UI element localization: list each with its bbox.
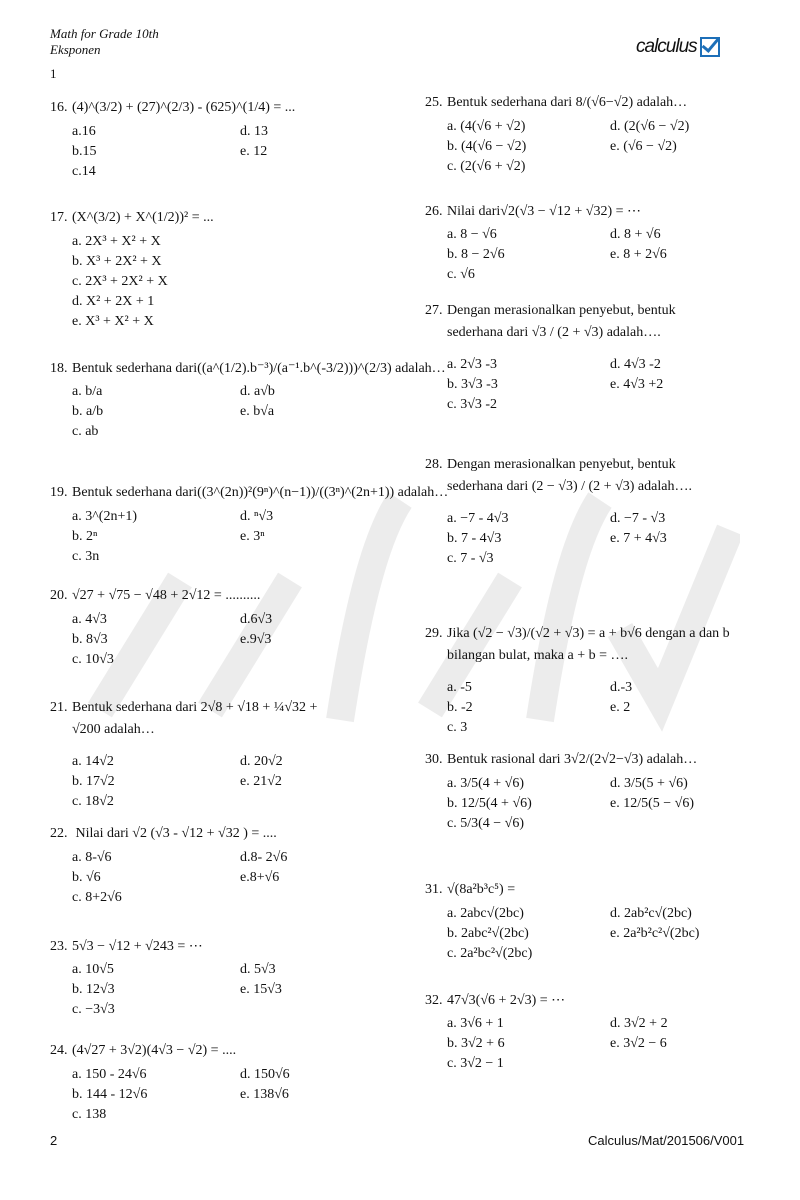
answer-option[interactable]: c. 7 - √3 [447,551,494,566]
answer-option[interactable]: c. 2X³ + 2X² + X [72,274,168,289]
question-stem [425,95,687,111]
question-text: Nilai dari√2(√3 − √12 + √32) = ⋯ [447,204,642,219]
answer-option[interactable]: c. 8+2√6 [72,890,122,905]
question-text: Bentuk sederhana dari((a^(1/2).b⁻³)/(a⁻¹.b^(-3/2)))^(2/3) adalah… [72,361,446,376]
question-text: 5√3 − √12 + √243 = ⋯ [72,939,203,954]
answer-option[interactable]: e. b√a [240,404,275,419]
question-number: 23. [50,939,68,954]
answer-option[interactable]: b. 3√2 + 6 [447,1036,505,1051]
question-29 [425,626,730,735]
answer-option[interactable]: c. 3√2 − 1 [447,1056,504,1071]
question-number: 31. [425,882,443,897]
question-text: (4)^(3/2) + (27)^(2/3) - (625)^(1/4) = ... [72,100,296,115]
question-23 [50,938,282,1017]
question-text: Bentuk rasional dari 3√2/(2√2−√3) adalah… [447,752,698,767]
answer-option[interactable]: a. 3^(2n+1) [72,509,138,524]
question-stem [50,210,214,226]
question-text-continued: sederhana dari (2 − √3) / (2 + √3) adalah…. [447,479,692,494]
question-number: 29. [425,626,443,641]
answer-option[interactable]: a. −7 - 4√3 [447,511,509,526]
answer-option[interactable]: a. 2X³ + X² + X [72,234,161,249]
question-stem [50,826,277,842]
question-number: 24. [50,1043,68,1058]
answer-option[interactable]: e. (√6 − √2) [610,139,677,154]
question-text: 47√3(√6 + 2√3) = ⋯ [447,993,566,1008]
question-number: 32. [425,993,443,1008]
question-text: Dengan merasionalkan penyebut, bentuk [447,303,676,318]
answer-option[interactable]: d. 3√2 + 2 [610,1016,668,1031]
book-title: Math for Grade 10th [50,26,159,41]
answer-option[interactable]: e. 21√2 [240,774,282,789]
question-22 [50,826,288,905]
answer-option[interactable]: c. 2a²bc²√(2bc) [447,946,533,961]
question-text: Bentuk sederhana dari 2√8 + √18 + ¼√32 + [72,700,318,715]
question-number: 17. [50,210,68,225]
answer-option[interactable]: b.15 [72,144,97,159]
question-24 [50,1043,290,1122]
answer-option[interactable]: a. 8-√6 [72,850,112,865]
answer-option[interactable]: d.-3 [610,680,633,695]
answer-option[interactable]: d. 3/5(5 + √6) [610,776,688,791]
answer-option[interactable]: d.6√3 [240,612,273,627]
answer-option[interactable]: a. 3√6 + 1 [447,1016,504,1031]
answer-option[interactable]: e. 2a²b²c²√(2bc) [610,926,700,941]
answer-option[interactable]: d. X² + 2X + 1 [72,294,155,309]
answer-option[interactable]: a. 150 - 24√6 [72,1067,147,1082]
question-stem [425,992,565,1009]
question-text-continued: bilangan bulat, maka a + b = …. [447,648,629,663]
question-stem [425,752,697,768]
question-number: 26. [425,204,443,219]
answer-option[interactable]: d. ⁿ√3 [240,509,274,524]
question-stem [50,100,295,116]
calculus-logo [636,32,736,62]
answer-option[interactable]: c. 3n [72,549,100,564]
question-text: Nilai dari √2 (√3 - √12 + √32 ) = .... [72,826,277,841]
answer-option[interactable]: a. 8 − √6 [447,227,497,242]
answer-option[interactable]: a. b/a [72,384,103,399]
answer-option[interactable]: d.8- 2√6 [240,850,288,865]
answer-option[interactable]: c. 3√3 -2 [447,397,498,412]
answer-option[interactable]: b. 2abc²√(2bc) [447,926,529,941]
answer-option[interactable]: e. 3√2 − 6 [610,1036,667,1051]
question-number: 19. [50,485,68,500]
page-top-number: 1 [50,66,57,81]
answer-option[interactable]: b. -2 [447,700,473,715]
answer-option[interactable]: e.8+√6 [240,870,280,885]
question-17 [50,210,214,329]
answer-option[interactable]: a. 14√2 [72,754,114,769]
answer-option[interactable]: a. 10√5 [72,962,114,977]
question-stem [425,303,676,319]
question-number: 18. [50,361,68,376]
question-16 [50,100,296,179]
question-28 [425,457,692,566]
question-stem [50,485,448,501]
question-number: 25. [425,95,443,110]
question-number: 28. [425,457,443,472]
answer-option[interactable]: d. 2ab²c√(2bc) [610,906,692,921]
question-text: √27 + √75 − √48 + 2√12 = .......... [72,588,261,603]
chapter-title: Eksponen [50,42,101,57]
document-code: Calculus/Mat/201506/V001 [588,1133,745,1148]
question-19 [50,485,449,564]
answer-option[interactable]: b. 8√3 [72,632,108,647]
answer-option[interactable]: a. (4(√6 + √2) [447,119,526,134]
answer-option[interactable]: d. 8 + √6 [610,227,661,242]
answer-option[interactable]: e. 12 [240,144,268,159]
question-32 [425,992,668,1071]
answer-option[interactable]: d. 5√3 [240,962,276,977]
answer-option[interactable]: e.9√3 [240,632,272,647]
checkmark-icon [700,37,720,57]
answer-option[interactable]: e. X³ + X² + X [72,314,154,329]
answer-option[interactable]: d. 20√2 [240,754,283,769]
answer-option[interactable]: d. 4√3 -2 [610,357,661,372]
question-text: √(8a²b³c⁵) = [447,882,516,897]
question-stem [50,700,317,716]
question-20 [50,588,273,667]
question-stem [425,457,692,473]
answer-option[interactable]: c. 3 [447,720,468,735]
answer-option[interactable]: a. 3/5(4 + √6) [447,776,525,791]
question-text: (4√27 + 3√2)(4√3 − √2) = .... [72,1043,237,1058]
answer-option[interactable]: e. 2 [610,700,631,715]
answer-option[interactable]: b. √6 [72,870,101,885]
question-text-continued: sederhana dari √3 / (2 + √3) adalah…. [447,325,661,340]
answer-option[interactable]: b. X³ + 2X² + X [72,254,162,269]
answer-option[interactable]: c. √6 [447,267,475,282]
answer-option[interactable]: c. (2(√6 + √2) [447,159,526,174]
question-stem [50,360,446,377]
answer-option[interactable]: e. 4√3 +2 [610,377,664,392]
question-text: Dengan merasionalkan penyebut, bentuk [447,457,676,472]
answer-option[interactable]: b. 7 - 4√3 [447,531,502,546]
answer-option[interactable]: a.16 [72,124,96,139]
question-stem [50,588,260,604]
answer-option[interactable]: e. 7 + 4√3 [610,531,667,546]
answer-option[interactable]: e. 138√6 [240,1087,289,1102]
answer-option[interactable]: b. 12√3 [72,982,115,997]
answer-option[interactable]: d. a√b [240,384,275,399]
logo-text: calculus [636,36,697,57]
answer-option[interactable]: b. (4(√6 − √2) [447,139,527,154]
answer-option[interactable]: d. 13 [240,124,268,139]
answer-option[interactable]: c. 138 [72,1107,107,1122]
answer-option[interactable]: a. 4√3 [72,612,107,627]
question-21 [50,700,318,809]
answer-option[interactable]: c. 10√3 [72,652,114,667]
question-stem [50,1043,236,1059]
question-26 [425,203,667,282]
question-stem [425,882,515,898]
question-25 [425,95,690,174]
answer-option[interactable]: c.14 [72,164,96,179]
answer-option[interactable]: b. 8 − 2√6 [447,247,505,262]
question-stem [50,938,203,955]
question-number: 22. [50,826,68,841]
answer-option[interactable]: c. 18√2 [72,794,114,809]
question-text-continued: √200 adalah… [72,722,155,737]
question-number: 20. [50,588,68,603]
question-stem [425,626,730,642]
answer-option[interactable]: c. −3√3 [72,1002,115,1017]
question-text: Bentuk sederhana dari 8/(√6−√2) adalah… [447,95,688,110]
answer-option[interactable]: b. 12/5(4 + √6) [447,796,532,811]
answer-option[interactable]: b. 17√2 [72,774,115,789]
question-number: 16. [50,100,68,115]
answer-option[interactable]: e. 15√3 [240,982,282,997]
question-number: 27. [425,303,443,318]
question-number: 30. [425,752,443,767]
answer-option[interactable]: d. −7 - √3 [610,511,666,526]
answer-option[interactable]: d. 150√6 [240,1067,290,1082]
answer-option[interactable]: c. 5/3(4 − √6) [447,816,525,831]
question-text: (X^(3/2) + X^(1/2))² = ... [72,210,214,225]
answer-option[interactable]: e. 8 + 2√6 [610,247,667,262]
answer-option[interactable]: b. 3√3 -3 [447,377,498,392]
answer-option[interactable]: a. 2√3 -3 [447,357,498,372]
answer-option[interactable]: e. 3ⁿ [240,529,265,544]
answer-option[interactable]: d. (2(√6 − √2) [610,119,690,134]
answer-option[interactable]: b. a/b [72,404,104,419]
question-30 [425,752,698,831]
answer-option[interactable]: e. 12/5(5 − √6) [610,796,695,811]
question-text: Bentuk sederhana dari((3^(2n))²(9ⁿ)^(n−1))/((3ⁿ)^(2n+1)) adalah… [72,485,449,500]
answer-option[interactable]: b. 144 - 12√6 [72,1087,148,1102]
answer-option[interactable]: b. 2ⁿ [72,529,98,544]
answer-option[interactable]: c. ab [72,424,99,439]
question-27 [425,303,676,412]
question-stem [425,203,641,220]
question-text: Jika (√2 − √3)/(√2 + √3) = a + b√6 dengan a dan b [447,626,730,641]
question-18 [50,360,446,439]
question-31 [425,882,700,961]
answer-option[interactable]: a. -5 [447,680,472,695]
page-number: 2 [50,1133,58,1148]
question-number: 21. [50,700,68,715]
answer-option[interactable]: a. 2abc√(2bc) [447,906,524,921]
